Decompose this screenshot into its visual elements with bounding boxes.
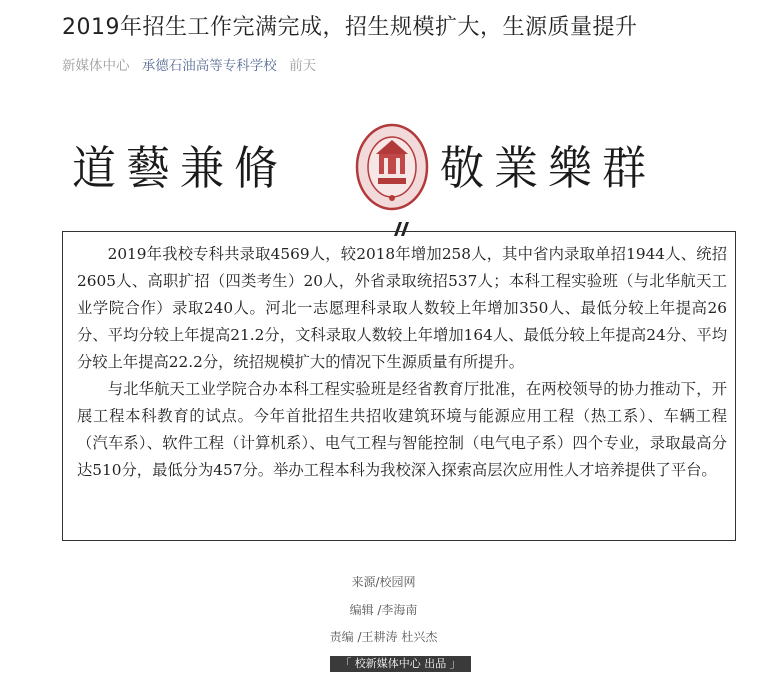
paragraph-1: 2019年我校专科共录取4569人，较2018年增加258人，其中省内录取单招1944人、统招2605人、高职扩招（四类考生）20人，外省录取统招537人；本科工程实验班（与北华航天工业学院合作）录取240人。河北一志愿理科录取人数较上年增加350人、最低分较上年提高26分、平均分较上年提高21.2分，文科录取人数较上年增加164人、最低分较上年提高24分、平均分较上年提高22.2分，统招规模扩大的情况下生源质量有所提升。 — [77, 245, 727, 371]
calligraphy-left: 道藝兼脩 — [72, 141, 288, 196]
publish-time: 前天 — [289, 58, 317, 74]
article-meta — [62, 54, 316, 74]
article-body — [77, 241, 727, 484]
credit-reviewer: 责编 /王耕涛 杜兴杰 — [329, 630, 438, 644]
paragraph-2: 与北华航天工业学院合办本科工程实验班是经省教育厅批准，在两校领导的协力推动下，开展工程本科教育的试点。今年首批招生共招收建筑环境与能源应用工程（热工系）、车辆工程（汽车系）、软件工程（计算机系）、电气工程与智能控制（电气电子系）四个专业，录取最高分达510分，最低分为457分。举办工程本科为我校深入探索高层次应用性人才培养提供了平台。 — [77, 380, 727, 479]
article-title: 2019年招生工作完满完成，招生规模扩大，生源质量提升 — [62, 15, 638, 40]
school-motto-banner — [62, 118, 738, 218]
account-link[interactable]: 承德石油高等专科学校 — [141, 58, 277, 74]
calligraphy-right: 敬業樂群 — [440, 141, 656, 196]
author-label: 新媒体中心 — [62, 58, 130, 74]
credit-editor: 编辑 /李海南 — [349, 603, 418, 617]
producer-tag: 「 校新媒体中心 出品 」 — [330, 656, 471, 672]
school-seal-icon — [354, 122, 430, 212]
credit-source: 来源/校园网 — [351, 575, 416, 589]
